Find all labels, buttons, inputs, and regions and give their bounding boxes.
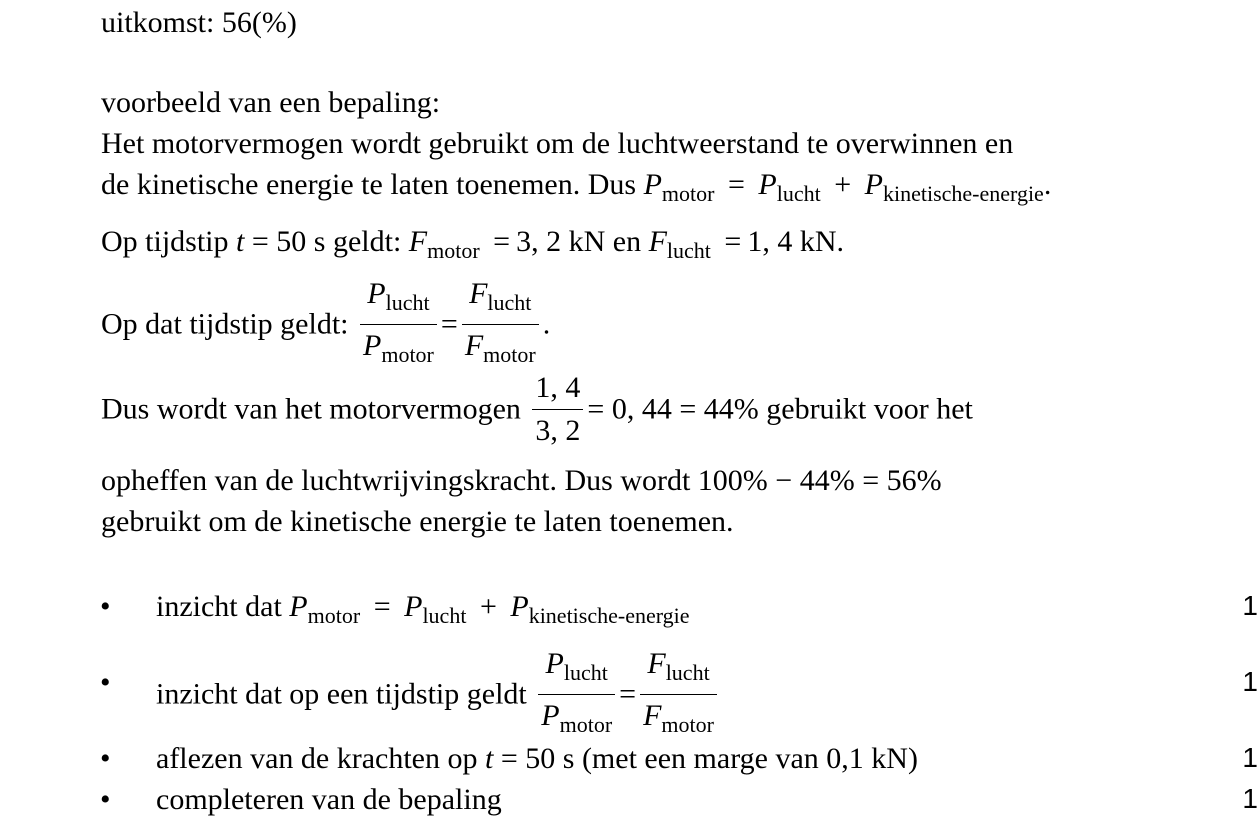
plus-sign: + [479,590,497,623]
subscript-lucht: lucht [422,603,467,628]
symbol-t: t [236,225,245,258]
bullet: • [100,666,111,699]
percentage-text: Dus wordt van het motorvermogen [101,392,521,426]
equals-sign: = [727,168,745,201]
score-1: 1 [1242,590,1258,621]
bullet: • [100,783,111,816]
score-4: 1 [1242,783,1258,814]
fraction-numerator: $P_{lucht}$ [538,643,615,695]
paragraph-line-6: opheffen van de luchtwrijvingskracht. Dus wordt 100% − 44% = 56% [101,464,942,497]
power-fraction [538,643,615,746]
fmotor-value: 3, 2 kN en [516,225,642,258]
force-fraction [462,273,539,376]
score-2: 1 [1242,666,1258,697]
fraction-numerator: $P_{lucht}$ [360,273,437,325]
power-fraction [360,273,437,376]
subscript-motor: motor [307,603,361,628]
equals-sign: = [440,307,458,341]
symbol-f: F [648,225,667,258]
fraction-numerator: $F_{lucht}$ [462,273,539,325]
result-line: uitkomst: 56(%) [101,6,297,39]
symbol-p: P [864,168,883,201]
subscript-kinetic: kinetische-energie [528,603,690,628]
paragraph-line-7: gebruikt om de kinetische energie te laten toenemen. [101,505,734,538]
ratio-line [101,273,550,376]
criterion-text: inzicht dat [156,590,282,623]
bullet: • [100,590,111,623]
equals-sign: = [493,225,511,258]
fraction-denominator: $P_{motor}$ [363,329,434,367]
fraction-denominator: $P_{motor}$ [541,699,613,737]
subscript-kinetic: kinetische-energie [882,181,1044,206]
subscript-lucht: lucht [666,238,711,263]
force-fraction [640,643,717,746]
symbol-p: P [404,590,423,623]
symbol-p: P [510,590,529,623]
forces-line [101,225,844,264]
fraction-denominator: $F_{motor}$ [464,329,536,367]
paragraph-line-1: Het motorvermogen wordt gebruikt om de luchtweerstand te overwinnen en [101,127,1014,160]
symbol-f: F [408,225,428,258]
subscript-motor: motor [661,181,715,206]
criterion-2 [156,643,721,746]
criterion-text-end: = 50 s (met een marge van 0,1 kN) [500,742,918,775]
paragraph-line-2 [101,168,1051,207]
equals-sign: = [724,225,742,258]
example-heading: voorbeeld van een bepaling: [101,86,441,119]
subscript-lucht: lucht [776,181,821,206]
fraction-denominator: 3, 2 [535,414,581,447]
fraction-numerator: $F_{lucht}$ [640,643,717,695]
bullet: • [100,742,111,775]
paragraph-text: de kinetische energie te laten toenemen. Dus [101,168,637,201]
time-text: = 50 s geldt: [251,225,402,258]
ratio-text: Op dat tijdstip geldt: [101,307,349,341]
criterion-4: completeren van de bepaling [156,783,502,816]
subscript-motor: motor [427,238,480,263]
period: . [542,307,551,341]
percentage-text-end: gebruikt voor het [766,392,973,426]
symbol-p: P [289,590,308,623]
fraction-denominator: $F_{motor}$ [643,699,714,737]
criterion-3 [156,742,918,776]
criterion-text: aflezen van de krachten op [156,742,478,775]
percentage-line [101,367,973,452]
plus-sign: + [834,168,852,201]
equals-sign: = [373,590,391,623]
equals-sign: = [619,677,637,711]
score-3: 1 [1242,742,1258,773]
criterion-1 [156,590,690,629]
numeric-fraction [532,367,583,452]
flucht-value: 1, 4 kN. [747,225,844,258]
symbol-p: P [643,168,662,201]
symbol-t: t [485,742,494,775]
forces-text: Op tijdstip [101,225,229,258]
criterion-text: inzicht dat op een tijdstip geldt [156,677,527,711]
period: . [1043,168,1052,201]
percentage-equation: = 0, 44 = 44% [587,392,759,426]
fraction-numerator: 1, 4 [532,367,583,410]
symbol-p: P [758,168,777,201]
